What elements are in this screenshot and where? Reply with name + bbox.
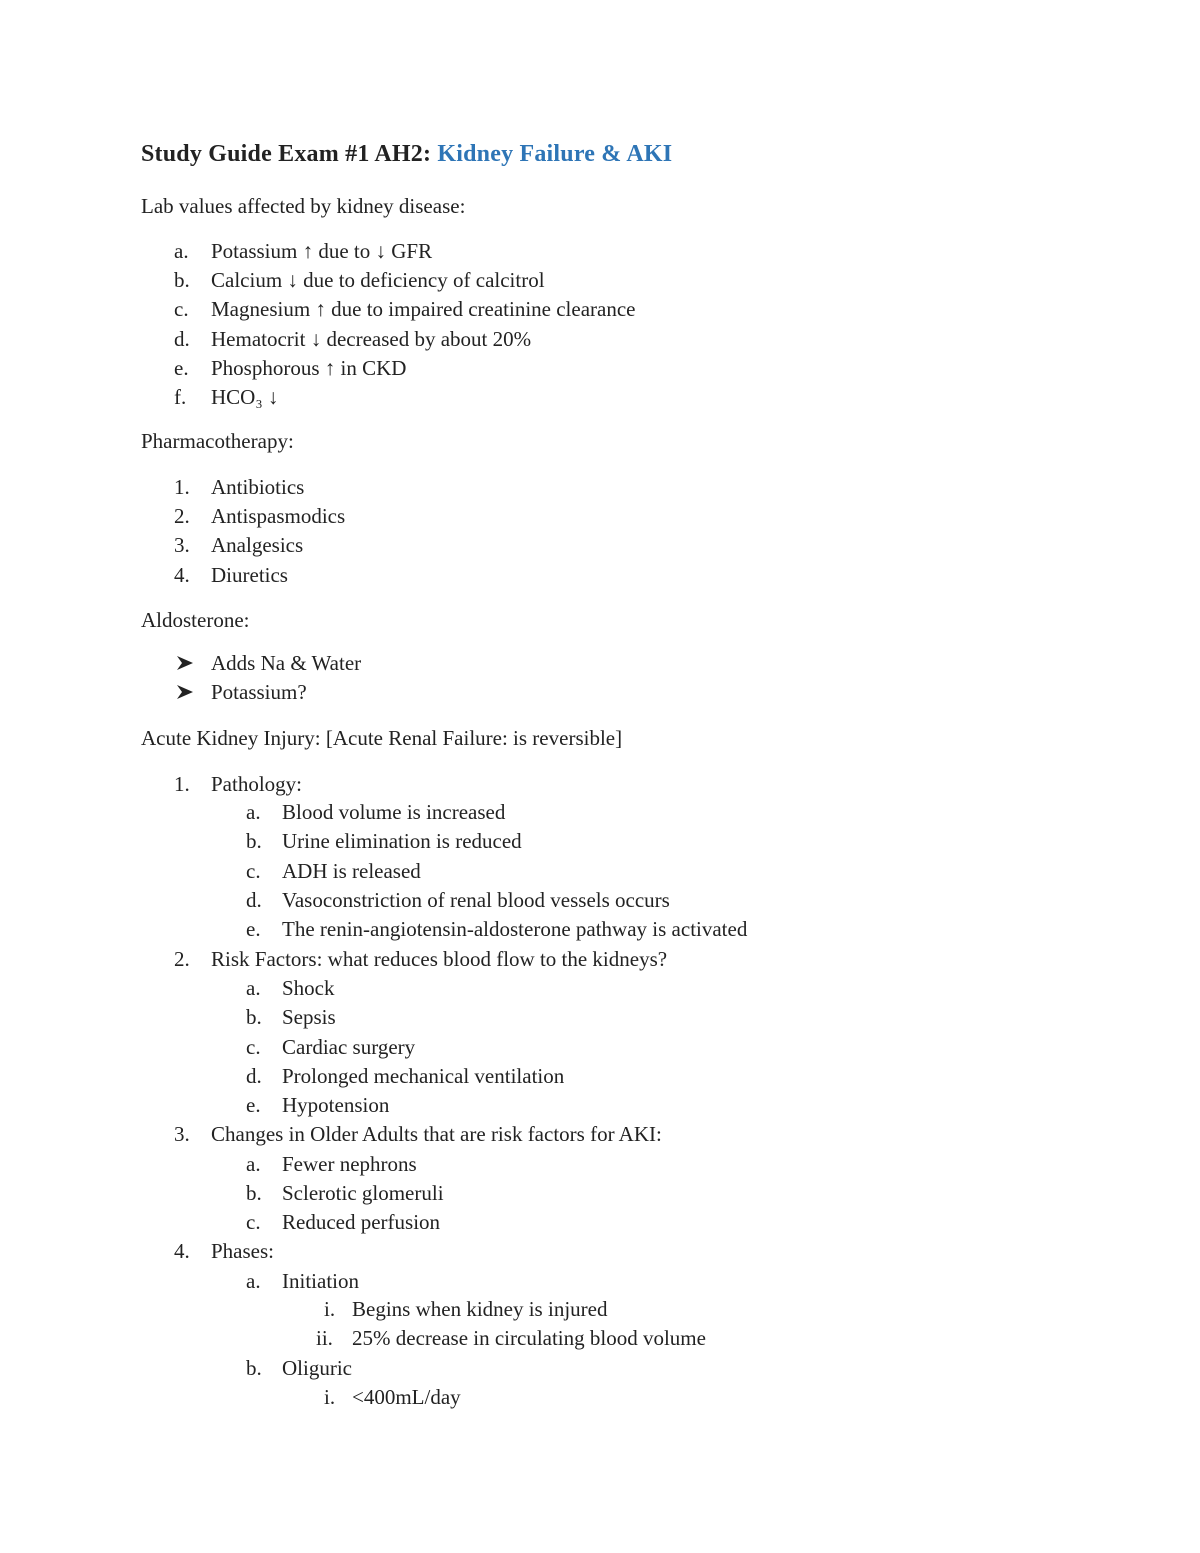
- list-item: Antibiotics: [211, 475, 305, 499]
- list-item: Analgesics: [211, 533, 304, 557]
- list-item: Shock: [282, 976, 335, 1000]
- list-item: Hematocrit ↓ decreased by about 20%: [211, 327, 532, 351]
- list-item: Changes in Older Adults that are risk factors for AKI:: [211, 1122, 662, 1146]
- list-item: Potassium ↑ due to ↓ GFR: [211, 239, 433, 263]
- list-item: Begins when kidney is injured: [352, 1297, 608, 1321]
- pharm-heading: Pharmacotherapy:: [141, 429, 294, 453]
- aldo-heading: Aldosterone:: [141, 608, 250, 632]
- list-marker: d.: [246, 888, 262, 912]
- list-marker: d.: [174, 327, 190, 351]
- list-marker: i.: [324, 1385, 336, 1409]
- list-marker: b.: [246, 829, 262, 853]
- list-item: Vasoconstriction of renal blood vessels occurs: [282, 888, 670, 912]
- page-title: [141, 141, 672, 168]
- list-item: ADH is released: [282, 859, 421, 883]
- list-item: Phosphorous ↑ in CKD: [211, 356, 407, 380]
- list-item: Reduced perfusion: [282, 1210, 441, 1234]
- list-item: Pathology:: [211, 772, 303, 796]
- list-item: Fewer nephrons: [282, 1152, 417, 1176]
- list-marker: a.: [246, 1152, 261, 1176]
- list-marker: c.: [246, 1035, 261, 1059]
- title-accent: Kidney Failure & AKI: [437, 141, 673, 167]
- list-marker: a.: [246, 976, 261, 1000]
- list-marker: b.: [174, 268, 190, 292]
- list-marker: 3.: [174, 1122, 190, 1146]
- list-marker: 1.: [174, 772, 190, 796]
- list-item: 25% decrease in circulating blood volume: [352, 1326, 706, 1350]
- list-marker: 4.: [174, 563, 190, 587]
- list-item: Risk Factors: what reduces blood flow to the kidneys?: [211, 947, 668, 971]
- list-marker: ii.: [316, 1326, 333, 1350]
- list-item: Cardiac surgery: [282, 1035, 416, 1059]
- list-item: Calcium ↓ due to deficiency of calcitrol: [211, 268, 545, 292]
- list-item: Hypotension: [282, 1093, 390, 1117]
- list-marker: e.: [246, 1093, 261, 1117]
- list-item: Urine elimination is reduced: [282, 829, 522, 853]
- list-marker: i.: [324, 1297, 336, 1321]
- list-item: <400mL/day: [352, 1385, 461, 1409]
- title-main: Study Guide Exam #1 AH2:: [141, 141, 432, 167]
- list-item: Prolonged mechanical ventilation: [282, 1064, 565, 1088]
- arrow-bullet-icon: [176, 655, 194, 671]
- list-item: Initiation: [282, 1269, 359, 1293]
- list-item: Oliguric: [282, 1356, 352, 1380]
- list-marker: 2.: [174, 504, 190, 528]
- list-marker: b.: [246, 1005, 262, 1029]
- list-marker: e.: [246, 917, 261, 941]
- list-marker: d.: [246, 1064, 262, 1088]
- arrow-bullet-icon: [176, 684, 194, 700]
- list-marker: 4.: [174, 1239, 190, 1263]
- list-item: Adds Na & Water: [211, 651, 362, 675]
- list-marker: c.: [174, 297, 189, 321]
- list-marker: 1.: [174, 475, 190, 499]
- list-item: Sclerotic glomeruli: [282, 1181, 444, 1205]
- list-marker: a.: [246, 800, 261, 824]
- aki-heading: Acute Kidney Injury: [Acute Renal Failure: is reversible]: [141, 726, 623, 750]
- list-marker: c.: [246, 1210, 261, 1234]
- list-item: Antispasmodics: [211, 504, 346, 528]
- list-item: Potassium?: [211, 680, 307, 704]
- list-item: HCO₃ ↓: [211, 385, 279, 409]
- list-item: The renin-angiotensin-aldosterone pathway is activated: [282, 917, 748, 941]
- list-item: Blood volume is increased: [282, 800, 506, 824]
- list-marker: b.: [246, 1356, 262, 1380]
- list-item: Magnesium ↑ due to impaired creatinine clearance: [211, 297, 636, 321]
- list-marker: a.: [246, 1269, 261, 1293]
- list-marker: a.: [174, 239, 189, 263]
- list-marker: b.: [246, 1181, 262, 1205]
- list-item: Phases:: [211, 1239, 274, 1263]
- list-marker: 3.: [174, 533, 190, 557]
- list-marker: f.: [174, 385, 187, 409]
- list-marker: 2.: [174, 947, 190, 971]
- list-item: Diuretics: [211, 563, 288, 587]
- list-item: Sepsis: [282, 1005, 336, 1029]
- list-marker: c.: [246, 859, 261, 883]
- labs-heading: Lab values affected by kidney disease:: [141, 194, 466, 218]
- list-marker: e.: [174, 356, 189, 380]
